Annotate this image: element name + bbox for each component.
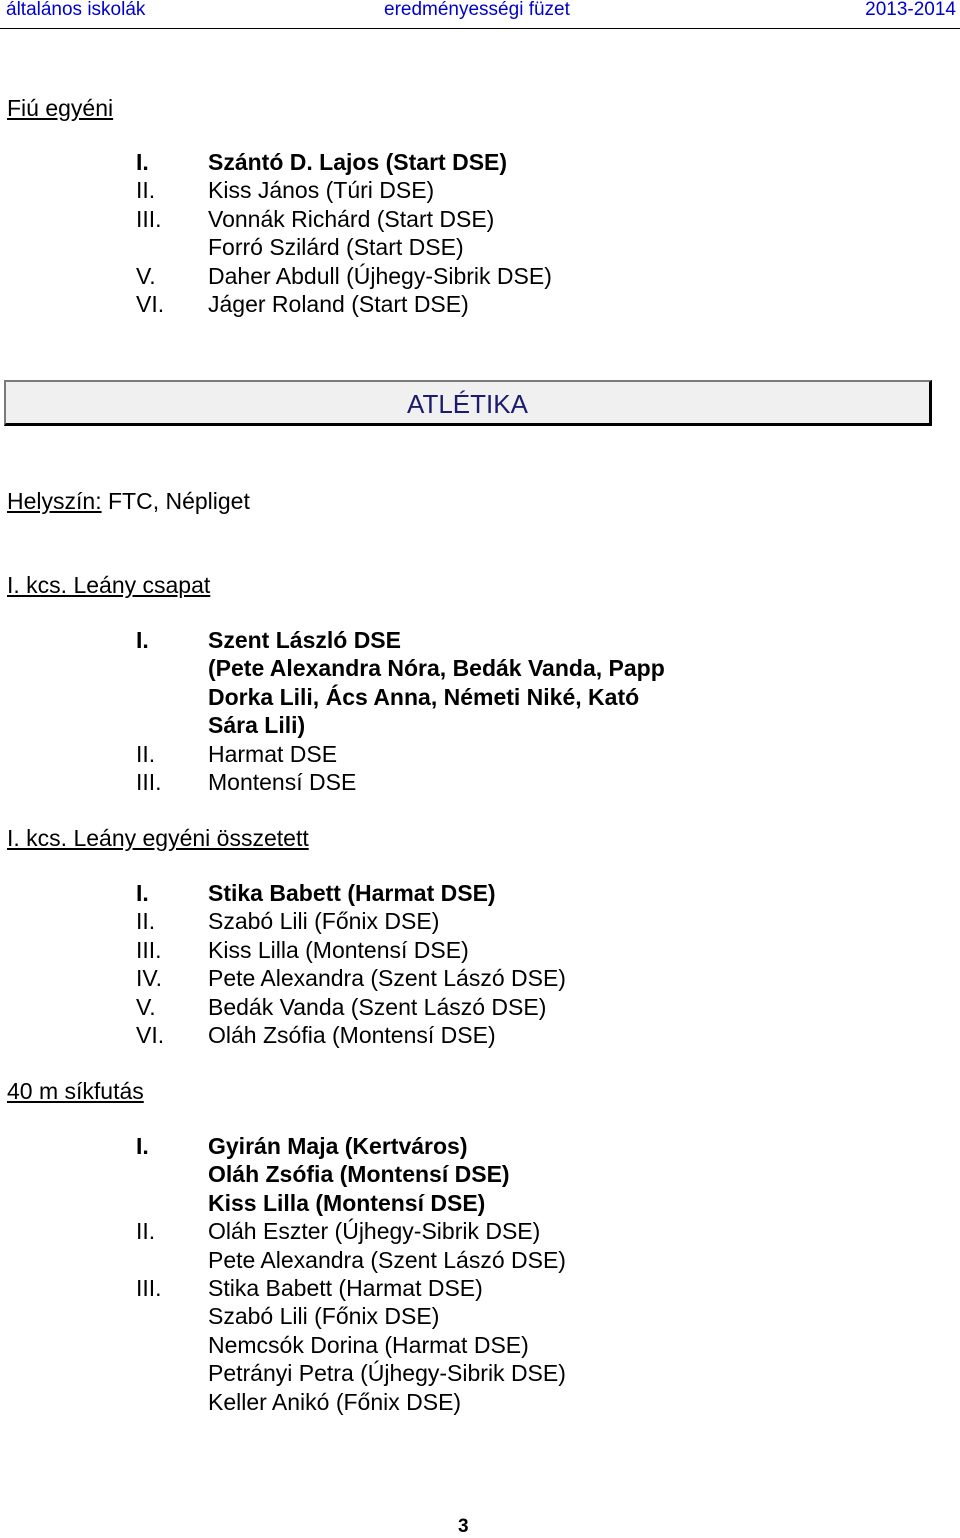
result-name: Kiss Lilla (Montensí DSE)	[208, 936, 469, 963]
header-school-year: 2013-2014	[865, 0, 956, 20]
header-school-type: általános iskolák	[6, 0, 146, 20]
result-rank: III.	[136, 936, 162, 963]
result-rank: V.	[136, 993, 156, 1020]
result-rank: I.	[136, 627, 149, 653]
result-name: Vonnák Richárd (Start DSE)	[208, 205, 495, 232]
result-rank: I.	[136, 1133, 149, 1159]
result-name: Forró Szilárd (Start DSE)	[208, 234, 464, 261]
result-rank: II.	[136, 740, 156, 767]
result-name: Kiss Lilla (Montensí DSE)	[208, 1189, 486, 1216]
result-rank: III.	[136, 205, 162, 232]
result-name: Szabó Lili (Főnix DSE)	[208, 908, 440, 935]
result-name: Pete Alexandra (Szent Lászó DSE)	[208, 1246, 566, 1273]
section-title-leany-egyeni: I. kcs. Leány egyéni összetett	[7, 825, 309, 851]
result-rank: IV.	[136, 965, 163, 992]
sport-banner-title: ATLÉTIKA	[407, 389, 528, 419]
result-name: Montensí DSE	[208, 768, 357, 795]
result-rank: III.	[136, 768, 162, 795]
result-rank: V.	[136, 262, 156, 289]
result-rank: I.	[136, 880, 149, 906]
page-number: 3	[458, 1516, 469, 1537]
result-name: Jáger Roland (Start DSE)	[208, 290, 469, 317]
result-rank: VI.	[136, 1021, 165, 1048]
result-rank: II.	[136, 177, 156, 204]
result-name: Szent László DSE	[208, 627, 401, 653]
venue-line	[7, 488, 250, 515]
result-rank: III.	[136, 1274, 162, 1301]
sport-banner	[4, 380, 932, 426]
result-rank: II.	[136, 1218, 156, 1245]
result-name: Szántó D. Lajos (Start DSE)	[208, 149, 508, 175]
result-name: Stika Babett (Harmat DSE)	[208, 880, 496, 906]
venue-label: Helyszín:	[7, 488, 102, 514]
result-name: Sára Lili)	[208, 712, 306, 739]
result-rank: II.	[136, 908, 156, 935]
section-title-fiu-egyeni: Fiú egyéni	[7, 95, 114, 121]
result-name: Nemcsók Dorina (Harmat DSE)	[208, 1331, 529, 1358]
result-name: Bedák Vanda (Szent Lászó DSE)	[208, 993, 547, 1020]
page-header	[0, 0, 960, 29]
result-name: (Pete Alexandra Nóra, Bedák Vanda, Papp	[208, 655, 665, 682]
result-rank: VI.	[136, 290, 165, 317]
result-rank: I.	[136, 149, 149, 175]
result-name: Dorka Lili, Ács Anna, Németi Niké, Kató	[208, 683, 640, 710]
result-name: Kiss János (Túri DSE)	[208, 177, 435, 204]
result-name: Oláh Zsófia (Montensí DSE)	[208, 1021, 496, 1048]
result-name: Pete Alexandra (Szent Lászó DSE)	[208, 965, 566, 992]
result-name: Oláh Eszter (Újhegy-Sibrik DSE)	[208, 1218, 541, 1245]
result-name: Szabó Lili (Főnix DSE)	[208, 1303, 440, 1330]
result-name: Harmat DSE	[208, 740, 338, 767]
result-name: Keller Anikó (Főnix DSE)	[208, 1388, 462, 1415]
result-name: Petrányi Petra (Újhegy-Sibrik DSE)	[208, 1360, 566, 1387]
header-booklet-title: eredményességi füzet	[384, 0, 570, 20]
result-name: Oláh Zsófia (Montensí DSE)	[208, 1161, 510, 1188]
venue-value: FTC, Népliget	[101, 488, 250, 514]
result-name: Stika Babett (Harmat DSE)	[208, 1274, 483, 1301]
result-name: Gyirán Maja (Kertváros)	[208, 1133, 468, 1159]
section-title-leany-csapat: I. kcs. Leány csapat	[7, 572, 211, 598]
result-name: Daher Abdull (Újhegy-Sibrik DSE)	[208, 262, 552, 289]
section-title-sikfutas: 40 m síkfutás	[7, 1078, 144, 1104]
